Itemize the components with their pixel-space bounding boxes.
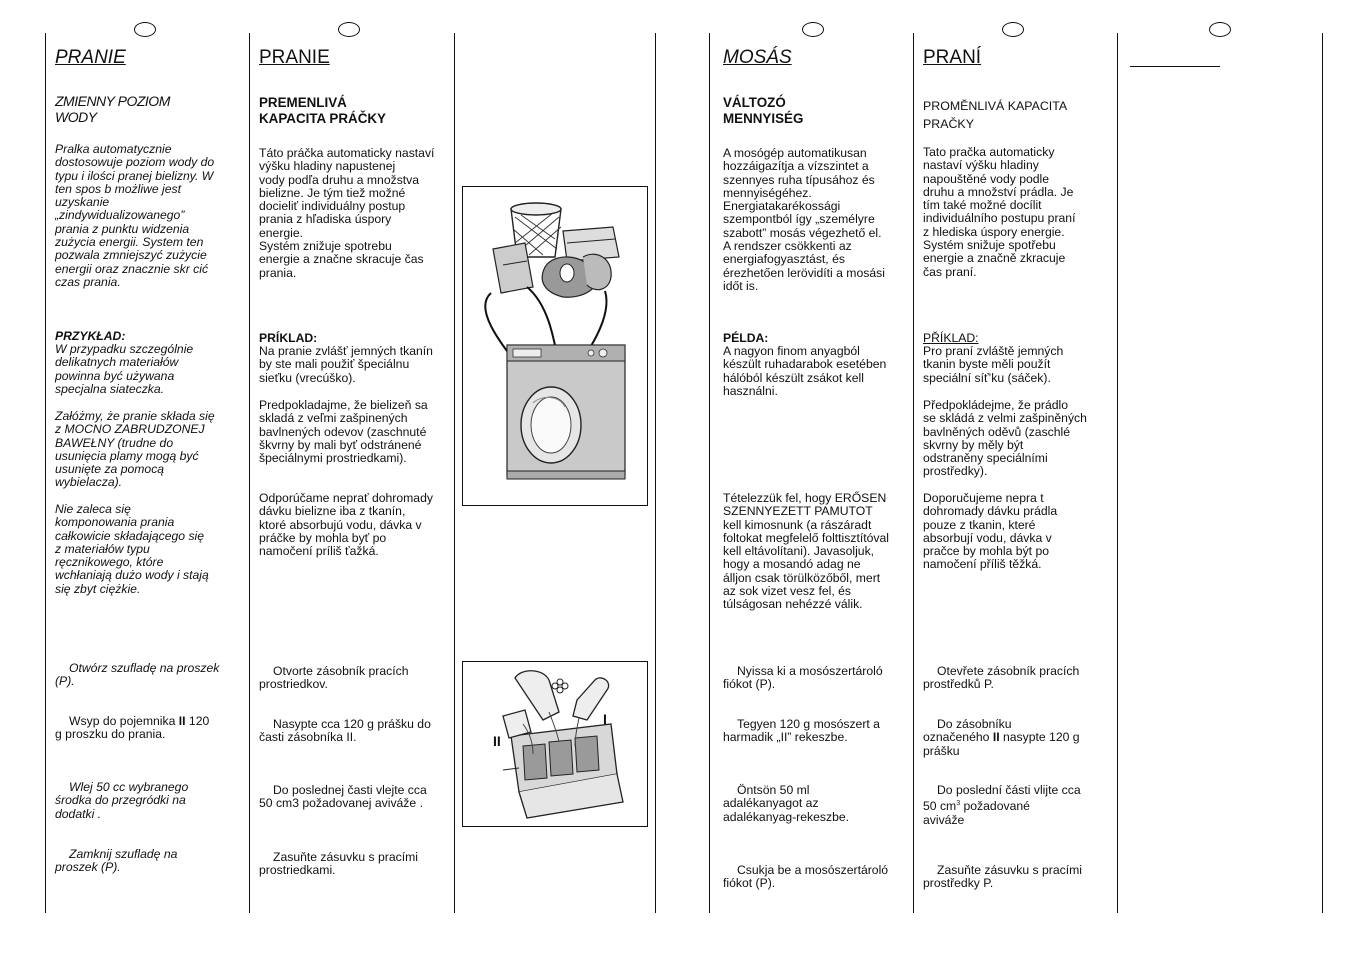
intro-text: Tato pračka automaticky nastaví výšku hladiny napouštěné vody podle druhu a množství prádla. Je tím také možné docílit individuálního postupu praní z hlediska úspory energie. Systém snižuje spotřebu energie a značně zkracuje čas praní. — [923, 145, 1076, 279]
step-4: Csukja be a mosószertároló fiókot (P). — [723, 863, 889, 891]
step-4: Zasuňte zásuvku s pracími prostředky P. — [923, 863, 1082, 891]
paragraph: Tételezzük fel, hogy ERŐSEN SZENNYEZETT PAMUTOT kell kimosnunk (a rászáradt foltokat megfelelő folttisztítóval kell eltávolítani). Javasoljuk, hogy a mosandó adag ne álljon csak törülközőből, mert az sok vizet vesz fel, és túlságosan nehézzé válik. — [723, 491, 889, 612]
page-title: PRANIE — [55, 47, 126, 68]
section-heading: VÁLTOZÓ MENNYISÉG — [723, 95, 804, 126]
section-heading: ZMIENNY POZIOM WODY — [55, 93, 170, 125]
step-1: Otvorte zásobník pracích prostriedkov. — [259, 664, 409, 692]
detergent-drawer-illustration — [463, 662, 647, 826]
step-1: Otevřete zásobník pracích prostředků P. — [923, 664, 1080, 692]
language-oval — [338, 22, 360, 37]
step-1: Otwórz szufladę na proszek (P). — [55, 661, 220, 689]
page-title: MOSÁS — [723, 47, 792, 68]
step-2: Do zásobníku označeného II nasypte 120 g prášku — [923, 717, 1080, 758]
example-label: PÉLDA: — [723, 331, 769, 345]
column-divider — [1322, 33, 1323, 913]
step-4: Zamknij szufladę na proszek (P). — [55, 847, 178, 875]
language-oval — [1002, 22, 1024, 37]
intro-text: A mosógép automatikusan hozzáigazítja a vízszintet a szennyes ruha típusához és mennyiségéhez. Energiatakarékossági szempontból így „személyre szabott” mosás végezhető el. A rendszer csökkenti az energiafogyasztást, és érezhetően lerövidíti a mosási időt is. — [723, 146, 885, 293]
illustration-detergent-drawer — [462, 661, 648, 827]
drawer-label-2: II — [493, 733, 501, 749]
illustration-laundry-machine — [462, 186, 648, 506]
example-text: Pro praní zvláště jemných tkanin byste měli použít speciální síť’ku (sáček). — [923, 344, 1064, 385]
language-oval — [134, 22, 156, 37]
column-divider — [709, 33, 710, 913]
step-3: Öntsön 50 ml adalékanyagot az adalékanyag-rekeszbe. — [723, 783, 850, 824]
step-2: Wsyp do pojemnika II 120 g proszku do prania. — [55, 714, 210, 742]
drawer-label-1: I — [603, 711, 607, 727]
page-title: PRANÍ — [923, 47, 982, 68]
example-label: PŘÍKLAD: — [923, 331, 979, 345]
paragraph: Předpokládejme, že prádlo se skládá z velmi zašpiněných bavlněných oděvů (zaschlé skvrny by měly být odstraněny speciálními prostředky). — [923, 398, 1087, 479]
paragraph: Nie zaleca się komponowania prania całkowicie składającego się z materiałów typu ręcznikowego, które wchłaniają dużo wody i stają się zbyt ciężkie. — [55, 502, 209, 596]
step-2: Tegyen 120 g mosószert a harmadik „II” rekeszbe. — [723, 717, 880, 745]
section-heading: PREMENLIVÁ KAPACITA PRÁČKY — [259, 95, 386, 126]
column-divider — [1117, 33, 1118, 913]
column-divider — [249, 33, 250, 913]
example-text: A nagyon finom anyagból készült ruhadarabok esetében hálóból készült zsákot kell használni. — [723, 344, 887, 398]
column-divider — [45, 33, 46, 913]
column-divider — [655, 33, 656, 913]
example-text: W przypadku szczególnie delikatnych materiałów powinna być używana specjalna siateczka. — [55, 342, 194, 396]
paragraph: Załóżmy, że pranie składa się z MOCNO ZABRUDZONEJ BAWEŁNY (trudne do usunięcia plamy mogą być usunięte za pomocą wybielacza). — [55, 409, 215, 490]
column-divider — [454, 33, 455, 913]
language-oval — [1209, 22, 1231, 37]
language-oval — [802, 22, 824, 37]
step-4: Zasuňte zásuvku s pracími prostriedkami. — [259, 850, 418, 878]
column-divider — [913, 33, 914, 913]
washing-machine-illustration — [463, 187, 647, 505]
intro-text: Táto práčka automaticky nastaví výšku hladiny napustenej vody podľa druhu a množstva bielizne. Je tým tiež možné docieliť individuálny postup prania z hľadiska úspory energie. Systém znižuje spotrebu energie a značne skracuje čas prania. — [259, 146, 435, 280]
paragraph: Doporučujeme nepra t dohromady dávku prádla pouze z tkanin, které absorbují vodu, dávka v pračce by mohla být po namočení příliš těžká. — [923, 491, 1058, 572]
intro-text: Pralka automatycznie dostosowuje poziom wody do typu i ilości pranej bielizny. W ten spos b możliwe jest uzyskanie „zindywidualizowanego” prania z punktu widzenia zużycia energii. System ten pozwala zmniejszyć zużycie energii oraz znacznie skr cić czas prania. — [55, 142, 215, 289]
example-label: PRÍKLAD: — [259, 331, 318, 345]
paragraph: Odporúčame neprať dohromady dávku bielizne iba z tkanín, ktoré absorbujú vodu, dávka v práčke by mohla byť po namočení príliš ťažká. — [259, 491, 433, 559]
step-2: Nasypte cca 120 g prášku do časti zásobníka II. — [259, 717, 431, 745]
example-label: PRZYKŁAD: — [55, 329, 126, 343]
paragraph: Predpokladajme, že bielizeň sa skladá z veľmi zašpinených bavlnených odevov (zaschnuté škvrny by mali byť odstránené špeciálnymi prostriedkami). — [259, 398, 428, 466]
step-3: Wlej 50 cc wybranego środka do przegródki na dodatki . — [55, 780, 189, 821]
section-heading: PROMĚNLIVÁ KAPACITA PRAČKY — [923, 99, 1068, 131]
step-3: Do poslední části vlijte cca 50 $cm^3$ požadované aviváže — [923, 783, 1081, 827]
page-title: PRANIE — [259, 47, 330, 68]
title-underline — [1130, 66, 1220, 67]
step-3: Do poslednej časti vlejte cca 50 cm3 požadovanej aviváže . — [259, 783, 427, 811]
example-text: Na pranie zvlášť jemných tkanín by ste mali použiť špeciálnu sieťku (vrecúško). — [259, 344, 433, 385]
step-1: Nyissa ki a mosószertároló fiókot (P). — [723, 664, 883, 692]
